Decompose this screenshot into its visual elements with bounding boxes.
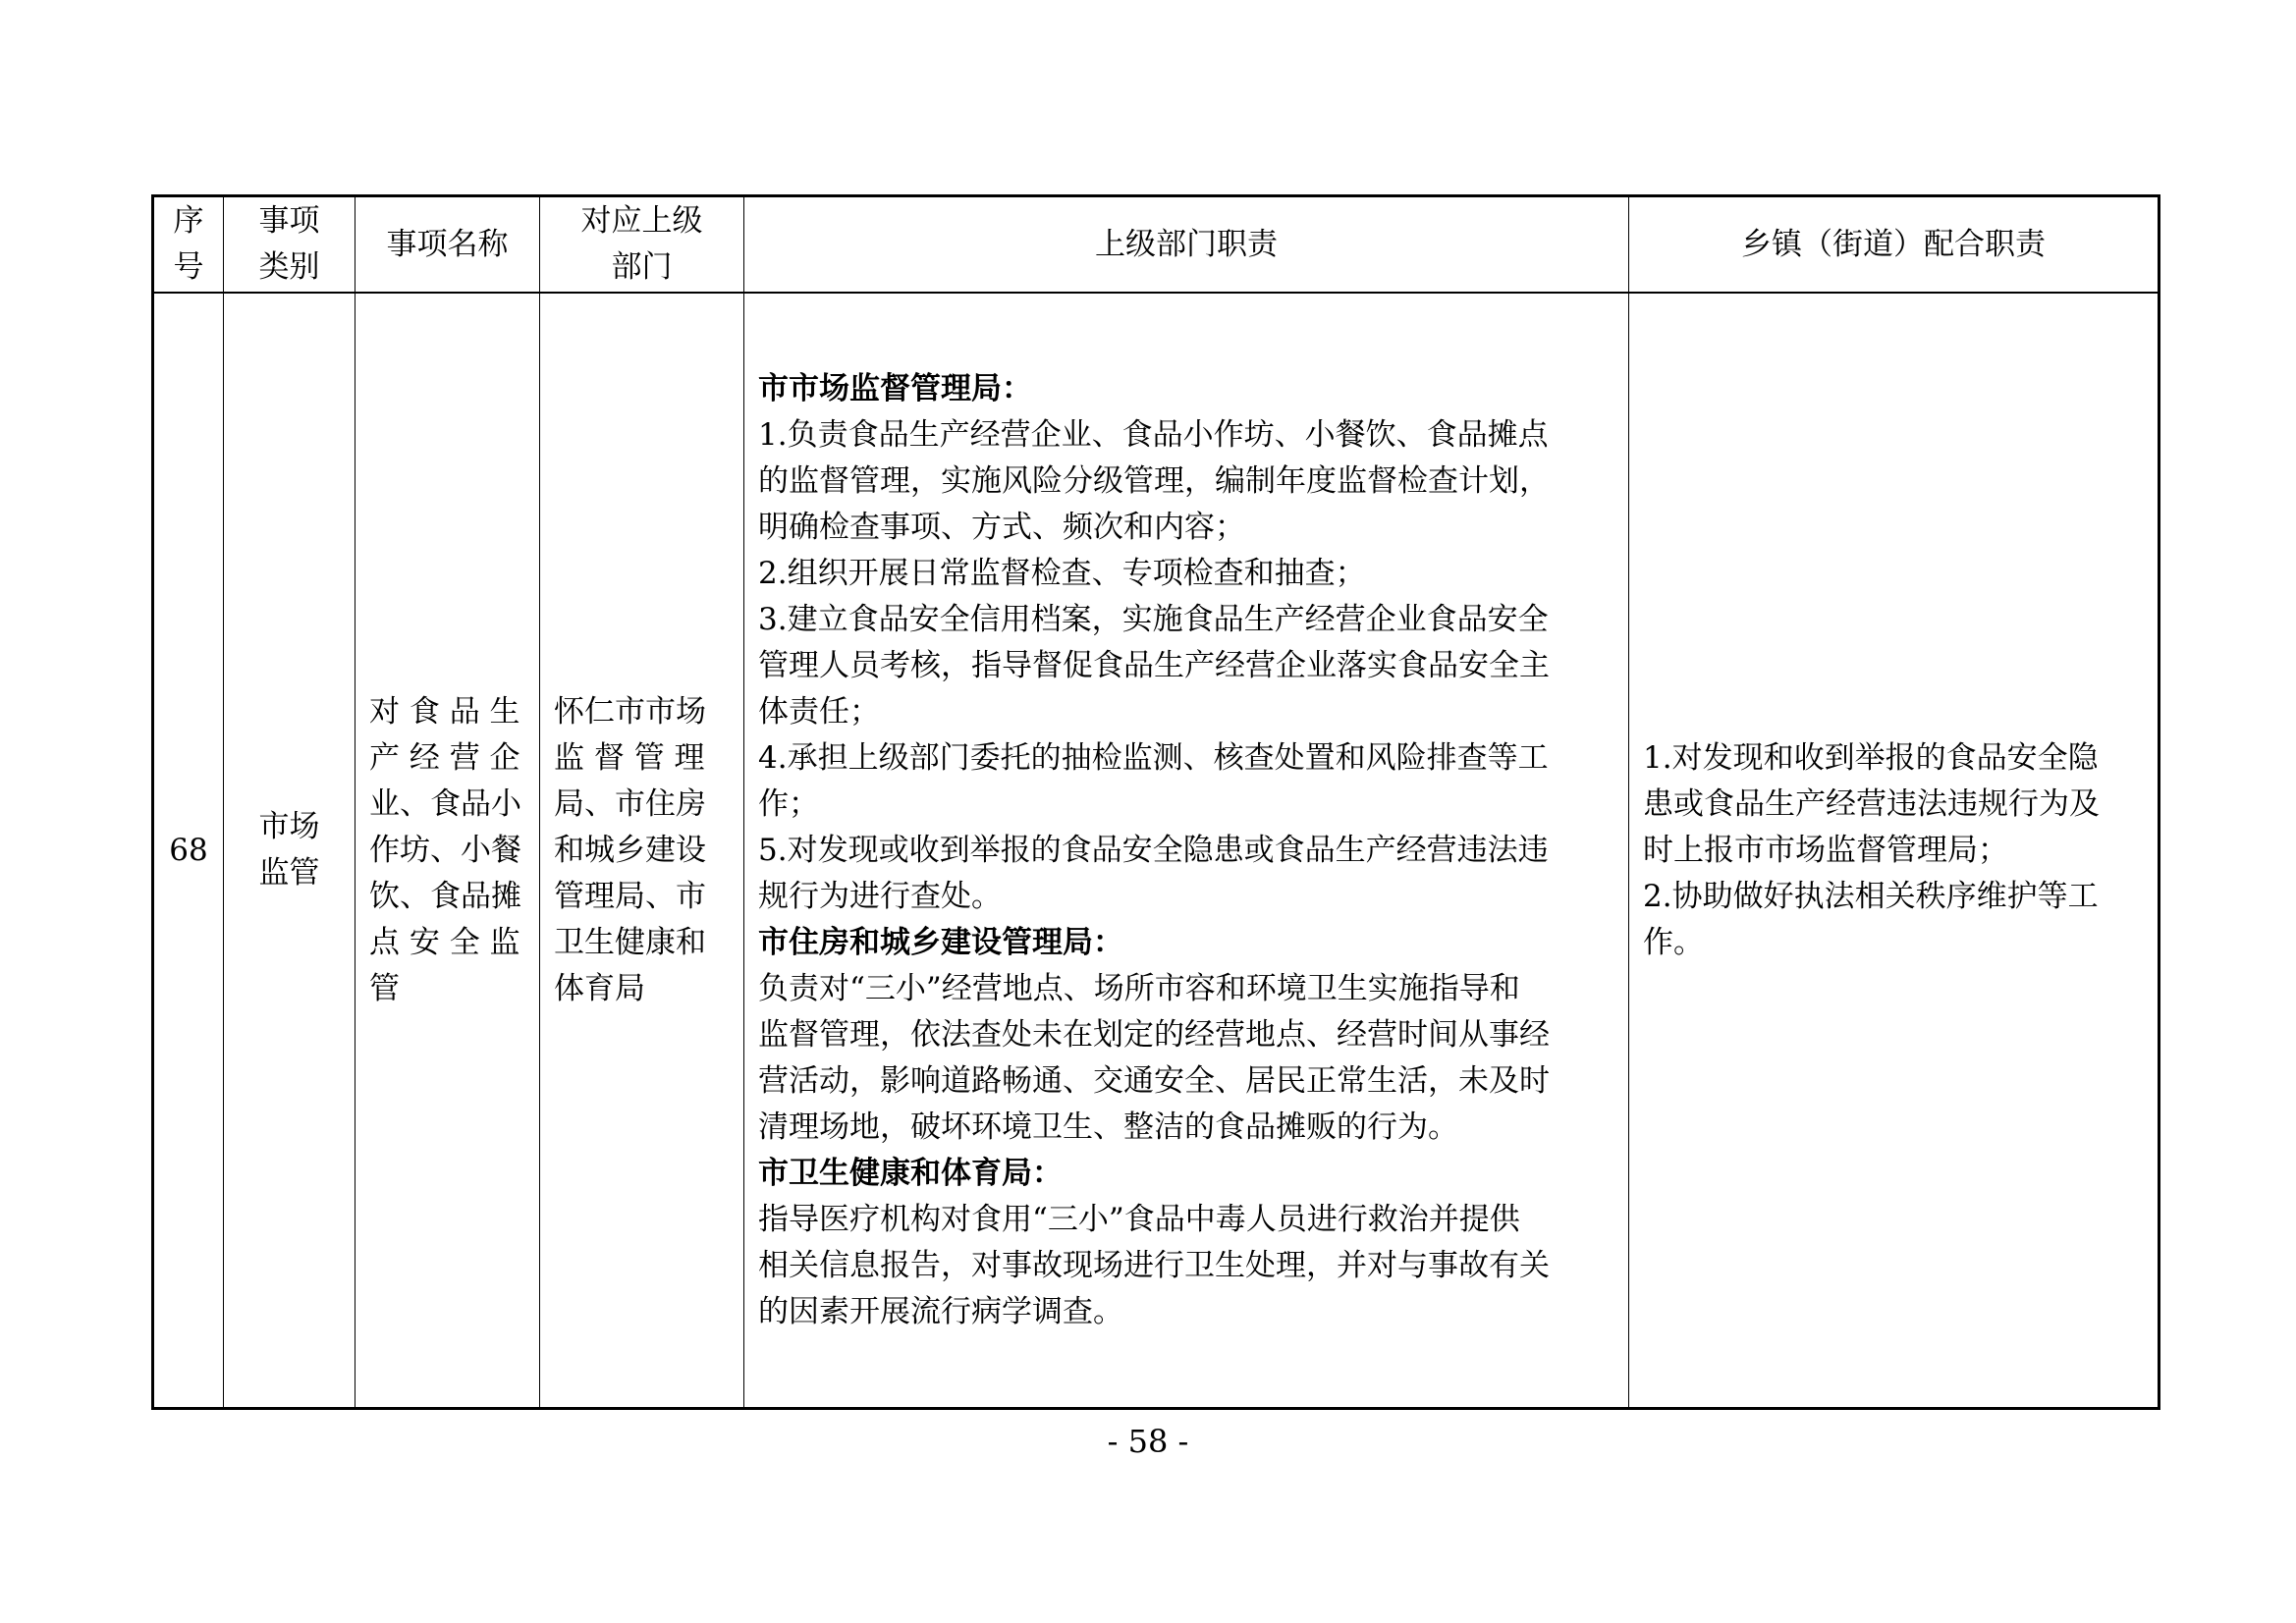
superior-dept-line: 体育局 xyxy=(554,970,645,1006)
duty-section-heading: 市市场监督管理局： xyxy=(758,370,1032,406)
item-name-line: 点 安 全 监 xyxy=(369,924,520,960)
duty-section-heading: 市住房和城乡建设管理局： xyxy=(758,924,1123,960)
cell-category xyxy=(224,293,355,1409)
category-line-2: 监管 xyxy=(258,855,320,891)
township-duty-text xyxy=(1643,735,2144,966)
item-name-line: 业、食品小 xyxy=(369,785,521,822)
cell-township-duty xyxy=(1629,293,2159,1409)
header-superior-dept xyxy=(540,196,744,294)
category-line-1: 市场 xyxy=(258,809,320,844)
township-duty-line: 2.协助做好执法相关秩序维护等工 xyxy=(1643,878,2099,914)
superior-dept-line: 局、市住房 xyxy=(554,785,706,822)
duty-section-line: 规行为进行查处。 xyxy=(758,878,1002,914)
duty-section-line: 的监督管理，实施风险分级管理，编制年度监督检查计划， xyxy=(758,462,1550,499)
duty-section-line: 5.对发现或收到举报的食品安全隐患或食品生产经营违法违 xyxy=(758,832,1549,868)
superior-dept-line: 怀仁市市场 xyxy=(554,693,706,730)
superior-dept-line: 卫生健康和 xyxy=(554,924,706,960)
item-name-line: 管 xyxy=(369,970,400,1006)
duty-section-line: 清理场地，破坏环境卫生、整洁的食品摊贩的行为。 xyxy=(758,1109,1458,1145)
header-seq xyxy=(153,196,224,294)
table-row xyxy=(153,293,2159,1409)
item-name-line: 产 经 营 企 xyxy=(369,739,520,776)
duty-section-line: 监督管理，依法查处未在划定的经营地点、经营时间从事经 xyxy=(758,1016,1550,1053)
cell-superior-duty xyxy=(744,293,1629,1409)
item-name-line: 饮、食品摊 xyxy=(369,878,521,914)
header-superior-dept-line-1: 对应上级 xyxy=(580,203,703,239)
township-duty-line: 患或食品生产经营违法违规行为及 xyxy=(1643,785,2100,822)
header-superior-dept-line-2: 部门 xyxy=(611,249,673,285)
superior-dept-line: 和城乡建设 xyxy=(554,832,706,868)
superior-dept-text xyxy=(554,689,730,1012)
cell-superior-dept xyxy=(540,293,744,1409)
superior-dept-line: 管理局、市 xyxy=(554,878,706,914)
cell-item-name xyxy=(355,293,540,1409)
duty-section-heading: 市卫生健康和体育局： xyxy=(758,1155,1063,1191)
township-duty-line: 时上报市市场监督管理局； xyxy=(1643,832,2008,868)
duty-table xyxy=(151,194,2160,1410)
header-category xyxy=(224,196,355,294)
cell-seq: 68 xyxy=(153,293,224,1409)
header-superior-duty: 上级部门职责 xyxy=(744,196,1629,294)
township-duty-line: 作。 xyxy=(1643,924,1704,960)
duty-section-line: 营活动，影响道路畅通、交通安全、居民正常生活，未及时 xyxy=(758,1062,1550,1099)
duty-section-line: 负责对“三小”经营地点、场所市容和环境卫生实施指导和 xyxy=(758,970,1520,1006)
duty-section-line: 指导医疗机构对食用“三小”食品中毒人员进行救治并提供 xyxy=(758,1201,1520,1237)
duty-section-line: 体责任； xyxy=(758,693,880,730)
superior-dept-line: 监 督 管 理 xyxy=(554,739,705,776)
header-category-line-1: 事项 xyxy=(258,203,320,239)
duty-section-line: 明确检查事项、方式、频次和内容； xyxy=(758,509,1245,545)
duty-section-line: 4.承担上级部门委托的抽检监测、核查处置和风险排查等工 xyxy=(758,739,1549,776)
header-item-name: 事项名称 xyxy=(355,196,540,294)
header-seq-line-1: 序 xyxy=(173,203,204,239)
duty-section-line: 1.负责食品生产经营企业、食品小作坊、小餐饮、食品摊点 xyxy=(758,416,1549,453)
item-name-line: 作坊、小餐 xyxy=(369,832,521,868)
header-seq-line-2: 号 xyxy=(173,249,204,285)
table-header-row xyxy=(153,196,2159,294)
item-name-text xyxy=(369,689,525,1012)
item-name-line: 对 食 品 生 xyxy=(369,693,520,730)
duty-section-line: 管理人员考核，指导督促食品生产经营企业落实食品安全主 xyxy=(758,647,1550,683)
duty-section-line: 3.建立食品安全信用档案，实施食品生产经营企业食品安全 xyxy=(758,601,1549,637)
superior-duty-text xyxy=(758,366,1614,1335)
duty-section-line: 相关信息报告，对事故现场进行卫生处理，并对与事故有关 xyxy=(758,1247,1550,1283)
duty-section-line: 作； xyxy=(758,785,819,822)
header-township-duty: 乡镇（街道）配合职责 xyxy=(1629,196,2159,294)
duty-section-line: 的因素开展流行病学调查。 xyxy=(758,1293,1123,1329)
header-category-line-2: 类别 xyxy=(258,249,320,285)
township-duty-line: 1.对发现和收到举报的食品安全隐 xyxy=(1643,739,2099,776)
duty-section-line: 2.组织开展日常监督检查、专项检查和抽查； xyxy=(758,555,1366,591)
page-number: - 58 - xyxy=(1107,1423,1189,1460)
